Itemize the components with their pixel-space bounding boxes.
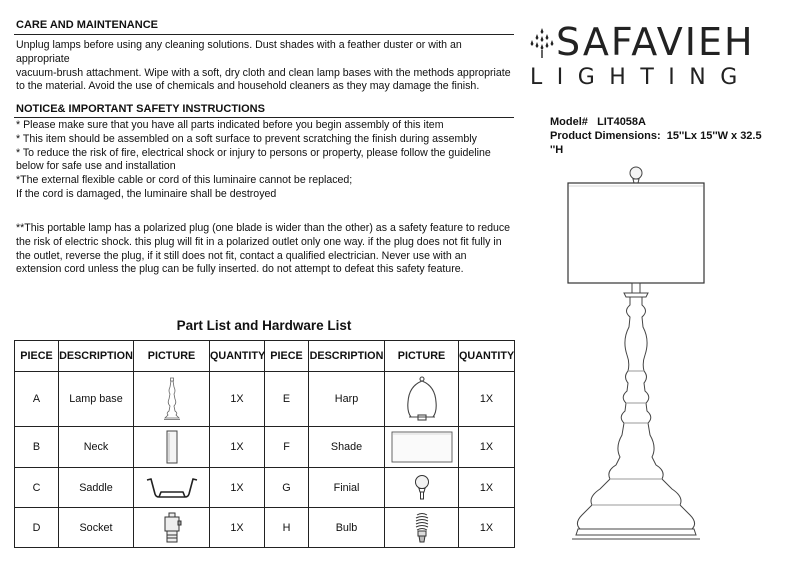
model-line [550, 115, 800, 129]
table-row [15, 427, 515, 468]
picture-cell [134, 508, 210, 548]
notice-line: below for safe use and installation [16, 160, 176, 173]
saddle-icon [145, 475, 199, 501]
piece-cell: B [15, 427, 59, 468]
piece-cell: D [15, 508, 59, 548]
notice-title: NOTICE& IMPORTANT SAFETY INSTRUCTIONS [16, 103, 265, 115]
description-cell: Shade [309, 427, 385, 468]
divider [14, 117, 514, 118]
lamp-illustration [560, 165, 712, 565]
care-line: Unplug lamps before using any cleaning solutions. Dust shades with a feather duster or with an [16, 39, 462, 51]
dimensions-cont: ''H [550, 144, 564, 156]
dimensions-label: Product Dimensions: [550, 130, 661, 142]
plug-line: extension cord unless the plug can be fully inserted. do not attempt to defeat this safety feature. [16, 263, 464, 276]
piece-cell: H [265, 508, 309, 548]
notice-line: * This item should be assembled on a soft surface to prevent scratching the finish during assembly [16, 132, 477, 145]
description-cell: Socket [59, 508, 134, 548]
parts-title: Part List and Hardware List [176, 318, 352, 333]
notice-text [16, 119, 516, 202]
picture-cell [385, 468, 459, 508]
plug-warning [16, 222, 516, 277]
description-cell: Finial [309, 468, 385, 508]
header-picture: PICTURE [385, 341, 459, 372]
header-picture: PICTURE [134, 341, 210, 372]
care-line: vacuum-brush attachment. Wipe with a soft, dry cloth and clean lamp bases with the methods appropriate [16, 66, 511, 79]
header-description: DESCRIPTION [309, 341, 385, 372]
quantity-cell: 1X [459, 468, 515, 508]
notice-line: * Please make sure that you have all parts indicated before you begin assembly of this item [16, 119, 444, 131]
plug-line: the outlet, reverse the plug, if it still does not fit, contact a qualified electrician. Never use with an [16, 249, 467, 262]
quantity-cell: 1X [459, 372, 515, 427]
description-cell: Bulb [309, 508, 385, 548]
dimensions-value: 15''Lx 15''W x 32.5 [666, 130, 762, 142]
brand-logo [528, 26, 556, 60]
model-label: Model# [550, 116, 588, 128]
care-line: to the material. Avoid the use of chemicals and household cleaners as they may damage the finish. [16, 80, 480, 93]
table-row [15, 468, 515, 508]
picture-cell [134, 427, 210, 468]
divider [14, 34, 514, 35]
description-cell: Harp [309, 372, 385, 427]
header-piece: PIECE [265, 341, 309, 372]
care-text [16, 39, 516, 94]
header-description: DESCRIPTION [59, 341, 134, 372]
picture-cell [385, 508, 459, 548]
picture-cell [134, 468, 210, 508]
care-line: appropriate [16, 52, 70, 65]
neck-icon [164, 430, 180, 464]
header-piece: PIECE [15, 341, 59, 372]
quantity-cell: 1X [210, 468, 265, 508]
brand-sub: LIGHTING [530, 65, 752, 90]
plug-line: the risk of electric shock. this plug will fit in a polarized outlet only one way. if the plug does not fit fully in [16, 235, 502, 248]
table-row [15, 508, 515, 548]
notice-line: If the cord is damaged, the luminaire shall be destroyed [16, 187, 277, 200]
piece-cell: G [265, 468, 309, 508]
parts-table [14, 340, 515, 548]
picture-cell [385, 372, 459, 427]
quantity-cell: 1X [459, 427, 515, 468]
quantity-cell: 1X [459, 508, 515, 548]
brand-name: SAFAVIEH [556, 20, 755, 64]
description-cell: Saddle [59, 468, 134, 508]
lamp-icon [560, 165, 712, 565]
table-row [15, 372, 515, 427]
harp-icon [402, 376, 442, 422]
model-number: LIT4058A [597, 116, 646, 128]
notice-line: * To reduce the risk of fire, electrical shock or injury to persons or property, please follow the guideline [16, 146, 491, 159]
piece-cell: F [265, 427, 309, 468]
table-header-row [15, 341, 515, 372]
shade-icon [391, 431, 453, 463]
header-quantity: QUANTITY [210, 341, 265, 372]
piece-cell: C [15, 468, 59, 508]
chandelier-icon [528, 26, 556, 60]
piece-cell: A [15, 372, 59, 427]
notice-line: *The external flexible cable or cord of this luminaire cannot be replaced; [16, 174, 353, 187]
picture-cell [134, 372, 210, 427]
piece-cell: E [265, 372, 309, 427]
care-title: CARE AND MAINTENANCE [16, 19, 158, 31]
socket-icon [161, 512, 183, 544]
product-info [550, 115, 800, 157]
lamp-base-icon [162, 377, 182, 421]
finial-icon [412, 474, 432, 502]
dimensions-line [550, 129, 800, 143]
header-quantity: QUANTITY [459, 341, 515, 372]
quantity-cell: 1X [210, 372, 265, 427]
plug-line: **This portable lamp has a polarized plug (one blade is wider than the other) as a safety feature to reduce [16, 222, 511, 234]
description-cell: Lamp base [59, 372, 134, 427]
quantity-cell: 1X [210, 427, 265, 468]
picture-cell [385, 427, 459, 468]
description-cell: Neck [59, 427, 134, 468]
bulb-icon [413, 512, 431, 544]
quantity-cell: 1X [210, 508, 265, 548]
